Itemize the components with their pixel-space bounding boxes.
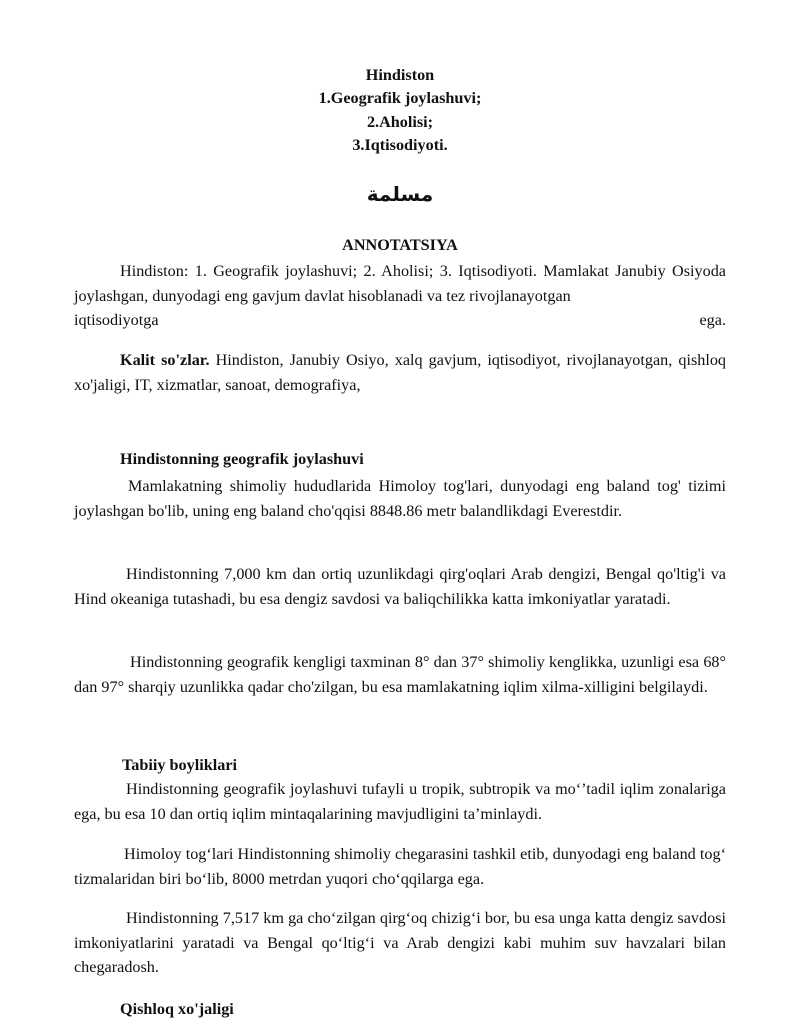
annotation-heading: ANNOTATSIYA [342, 236, 458, 254]
resources-paragraph-1-text: Hindistonning geografik joylashuvi tufayli u tropik, subtropik va mo‘’tadil iqlim zonalariga ega, bu esa 10 dan ortiq iqlim mintaqalarining mavjudligini ta’minlaydi. [74, 780, 726, 823]
resources-paragraph-2-text: Himoloy tog‘lari Hindistonning shimoliy chegarasini tashkil etib, dunyodagi eng baland tog‘ tizmalaridan biri bo‘lib, 8000 metrdan yuqori cho‘qqilarga ega. [74, 845, 726, 888]
geography-paragraph-3 [74, 650, 726, 699]
geography-paragraph-2 [74, 562, 726, 611]
keywords-paragraph [74, 348, 726, 397]
geography-paragraph-1-text: Mamlakatning shimoliy hududlarida Himoloy tog'lari, dunyodagi eng baland tog' tizimi joylashgan bo'lib, uning eng baland cho'qqisi 8848.86 metr balandlikdagi Everestdir. [74, 477, 726, 520]
geography-paragraph-2-text: Hindistonning 7,000 km dan ortiq uzunlikdagi qirg'oqlari Arab dengizi, Bengal qo'ltig'i va Hind okeaniga tutashadi, bu esa dengiz savdosi va baliqchilikka katta imkoniyatlar yaratadi. [74, 565, 726, 608]
section-heading-geography: Hindistonning geografik joylashuvi [120, 450, 364, 468]
annotation-text [74, 259, 726, 308]
geography-paragraph-3-text: Hindistonning geografik kengligi taxminan 8° dan 37° shimoliy kenglikka, uzunligi esa 68° dan 97° sharqiy uzunlikka qadar cho'zilgan, bu esa mamlakatning iqlim xilma-xilligini belgilaydi. [74, 653, 726, 696]
resources-paragraph-3 [74, 906, 726, 980]
resources-paragraph-3-text: Hindistonning 7,517 km ga cho‘zilgan qirg‘oq chizig‘i bor, bu esa unga katta dengiz savdosi imkoniyatlarini yaratadi va Bengal qo‘ltig‘i va Arab dengizi kabi muhim suv havzalari bilan chegaradosh. [74, 909, 726, 976]
resources-paragraph-1 [74, 777, 726, 826]
section-heading-agriculture: Qishloq xo'jaligi [120, 1000, 234, 1018]
section-heading-resources: Tabiiy boyliklari [122, 756, 238, 774]
annotation-text-line2: iqtisodiyotga ega. [74, 311, 726, 329]
keywords-text: Hindiston, Janubiy Osiyo, xalq gavjum, iqtisodiyot, rivojlanayotgan, qishloq xo'jaligi, IT, xizmatlar, sanoat, demografiya, [74, 351, 727, 394]
arabic-mark: مسلمة [366, 182, 434, 206]
title-item-1: 1.Geografik joylashuvi; [318, 89, 482, 107]
title-item-3: 3.Iqtisodiyoti. [352, 136, 448, 154]
title-item-2: 2.Aholisi; [366, 113, 434, 131]
resources-paragraph-2 [74, 842, 726, 891]
geography-paragraph-1 [74, 474, 726, 523]
document-title: Hindiston [365, 66, 435, 84]
annotation-text-line1: Hindiston: 1. Geografik joylashuvi; 2. Aholisi; 3. Iqtisodiyoti. Mamlakat Janubiy Osiyoda joylashgan, dunyodagi eng gavjum davlat hisoblanadi va tez rivojlanayotgan [74, 262, 726, 305]
annotation-text-end [74, 308, 726, 333]
keywords-label: Kalit so'zlar. [120, 351, 210, 369]
